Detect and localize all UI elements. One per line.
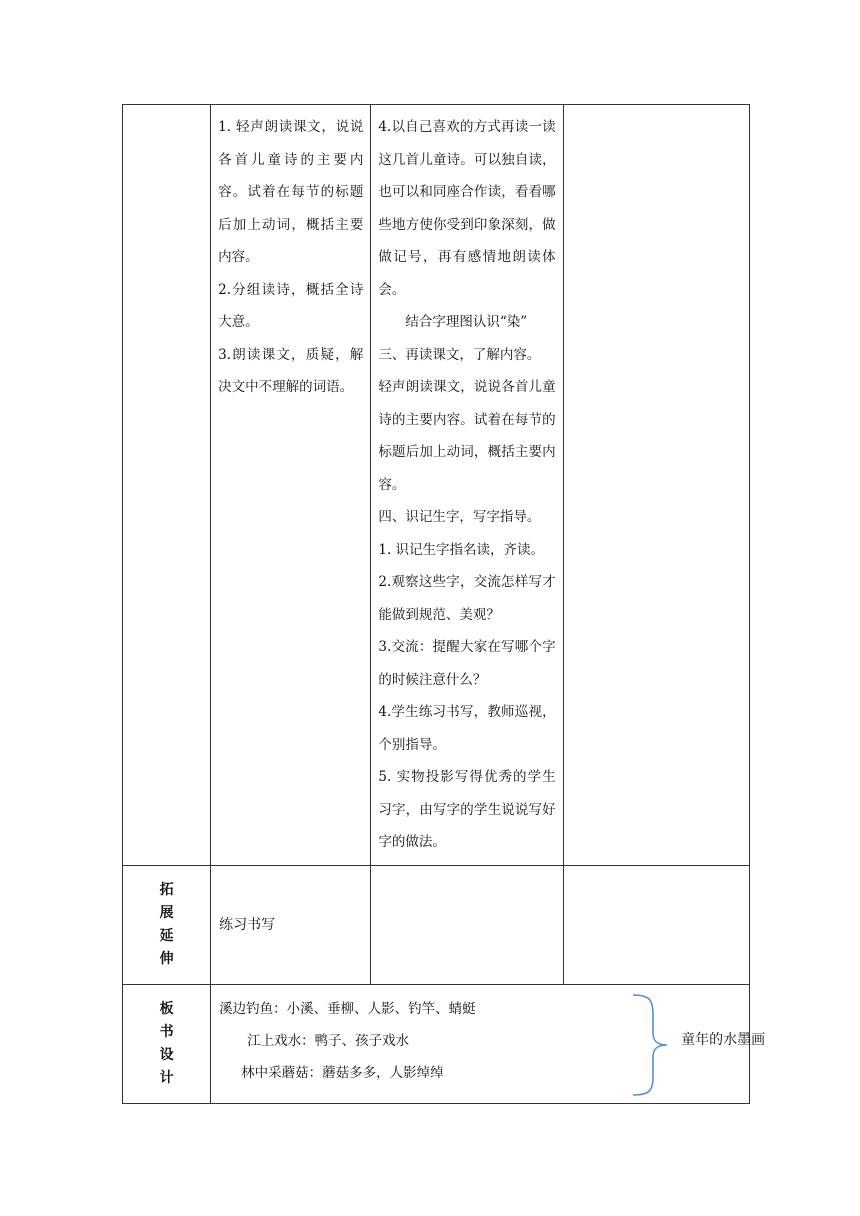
board-design-row: [123, 985, 750, 1104]
board-label-char: 板: [159, 1001, 174, 1017]
section-4-step-2: 2.观察这些字，交流怎样写才能做到规范、美观？: [378, 574, 556, 623]
extension-label-char: 延: [159, 928, 174, 944]
section-4-step-1: 1. 识记生字指名读，齐读。: [378, 541, 545, 558]
section-heading-4: 四、识记生字，写字指导。: [378, 509, 541, 525]
teaching-process-row: [123, 105, 750, 866]
extension-label-char: 拓: [159, 882, 174, 898]
board-line-3: 林中采蘑菇：蘑菇多多，人影绰绰: [241, 1065, 444, 1081]
extension-content-cell: [211, 866, 371, 985]
student-activity-item-2: 2.分组读诗，概括全诗大意。: [218, 281, 364, 330]
student-activity-item-3: 3.朗读课文，质疑，解决文中不理解的词语。: [218, 346, 364, 395]
board-design-cell: [211, 985, 766, 1104]
extension-empty-cell: [371, 866, 563, 985]
extension-content: 练习书写: [219, 917, 276, 933]
board-label-cell: [123, 985, 211, 1104]
board-label-char: 设: [159, 1047, 174, 1063]
board-title: 童年的水墨画: [681, 1032, 766, 1048]
row-label-cell-empty: [123, 105, 211, 866]
board-line-1: 溪边钓鱼：小溪、垂柳、人影、钓竿、蜻蜓: [219, 1001, 476, 1017]
board-label-char: 书: [159, 1024, 174, 1040]
right-brace-icon: [631, 993, 671, 1097]
section-heading-3: 三、再读课文，了解内容。: [378, 346, 541, 363]
section-4-step-3: 3.交流：提醒大家在写哪个字的时候注意什么？: [378, 639, 556, 688]
teacher-activity-item-4: 4.以自己喜欢的方式再读一读这几首儿童诗。可以独自读，也可以和同座合作读，看看哪些地方使你受到印象深刻，做做记号，再有感情地朗读体会。: [378, 119, 556, 298]
section-3-instruction: 轻声朗读课文，说说各首儿童诗的主要内容。试着在每节的标题后加上动词，概括主要内容。: [378, 379, 556, 493]
extension-row: [123, 866, 750, 985]
extension-label-char: 伸: [159, 951, 174, 967]
extension-label-cell: [123, 866, 211, 985]
extension-empty-cell: [563, 866, 749, 985]
student-activity-cell: [211, 105, 371, 866]
section-4-step-4: 4.学生练习书写，教师巡视，个别指导。: [378, 704, 556, 753]
board-label-char: 计: [159, 1070, 174, 1086]
student-activity-item-1: 1. 轻声朗读课文，说说各首儿童诗的主要内容。试着在每节的标题后加上动词，概括主要内容。: [218, 119, 364, 265]
character-recognition-note: 结合字理图认识“染”: [405, 314, 528, 330]
board-line-2: 江上戏水：鸭子、孩子戏水: [247, 1033, 410, 1049]
lesson-plan-table: [122, 104, 766, 1104]
teacher-activity-cell: [371, 105, 563, 866]
notes-cell-empty: [563, 105, 749, 866]
section-4-step-5: 5. 实物投影写得优秀的学生习字，由写字的学生说说写好字的做法。: [378, 769, 556, 850]
extension-label-char: 展: [159, 905, 174, 921]
